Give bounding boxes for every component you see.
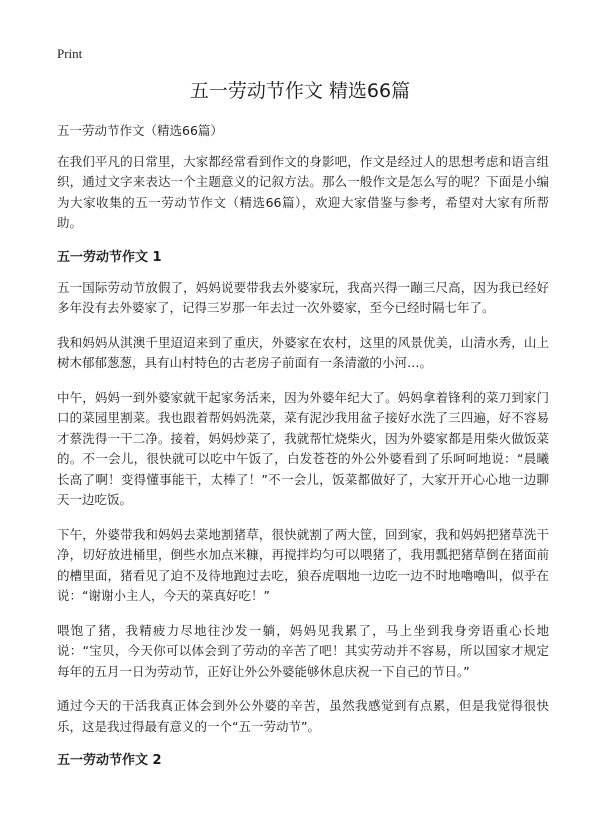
paragraph: 中午，妈妈一到外婆家就干起家务活来，因为外婆年纪大了。妈妈拿着锋利的菜刀到家门口的菜园里割菜。我也跟着帮妈妈洗菜，菜有泥沙我用盆子接好水洗了三四遍，好不容易才蔡洗得一干二净。接着，妈妈炒菜了，我就帮忙烧柴火，因为外婆家都是用柴火做饭菜的。不一会儿，很快就可以吃中午饭了，白发苍苍的外公外婆看到了乐呵呵地说：“晨曦长高了啊！变得懂事能干，太棒了！”不一会儿，饭菜都做好了，大家开开心心地一边聊天一边吃饭。 [57, 389, 549, 507]
paragraph: 我和妈妈从淇澳千里迢迢来到了重庆，外婆家在农村，这里的风景优美，山清水秀，山上树木郁郁葱葱，具有山村特色的古老房子前面有一条清澈的小河…。 [57, 334, 549, 370]
page-title: 五一劳动节作文 精选66篇 [189, 80, 411, 102]
article-body [57, 121, 549, 781]
print-link[interactable]: Print [57, 46, 83, 61]
section-heading-2: 五一劳动节作文 2 [57, 753, 162, 768]
paragraph: 通过今天的干活我真正体会到外公外婆的辛苦，虽然我感觉到有点累，但是我觉得很快乐，这是我过得最有意义的一个“五一劳动节”。 [57, 698, 549, 734]
intro-paragraph: 在我们平凡的日常里，大家都经常看到作文的身影吧，作文是经过人的思想考虑和语言组织，通过文字来表达一个主题意义的记叙方法。那么一般作文是怎么写的呢？下面是小编为大家收集的五一劳动节作文（精选66篇），欢迎大家借鉴与参考，希望对大家有所帮助。 [57, 153, 549, 230]
article-subtitle: 五一劳动节作文（精选66篇） [57, 123, 223, 138]
paragraph: 五一国际劳动节放假了，妈妈说要带我去外婆家玩，我高兴得一蹦三尺高，因为我已经好多年没有去外婆家了，记得三岁那一年去过一次外婆家，至今已经时隔七年了。 [57, 279, 549, 315]
section-heading-1: 五一劳动节作文 1 [57, 249, 162, 265]
paragraph: 下午，外婆带我和妈妈去菜地割猪草，很快就割了两大筐，回到家，我和妈妈把猪草洗干净，切好放进桶里，倒些水加点米糠，再搅拌均匀可以喂猪了，我用瓢把猪草倒在猪面前的槽里面，猪看见了迫不及待地跑过去吃，狼吞虎咽地一边吃一边不时地嚕嚕叫，似乎在说：“谢谢小主人，今天的菜真好吃！” [57, 526, 549, 603]
paragraph: 喂饱了猪，我精疲力尽地往沙发一躺，妈妈见我累了，马上坐到我身旁语重心长地说：“宝贝，今天你可以体会到了劳动的辛苦了吧！其实劳动并不容易，所以国家才规定每年的五月一日为劳动节，正好让外公外婆能够休息庆祝一下自己的节日。” [57, 622, 549, 679]
